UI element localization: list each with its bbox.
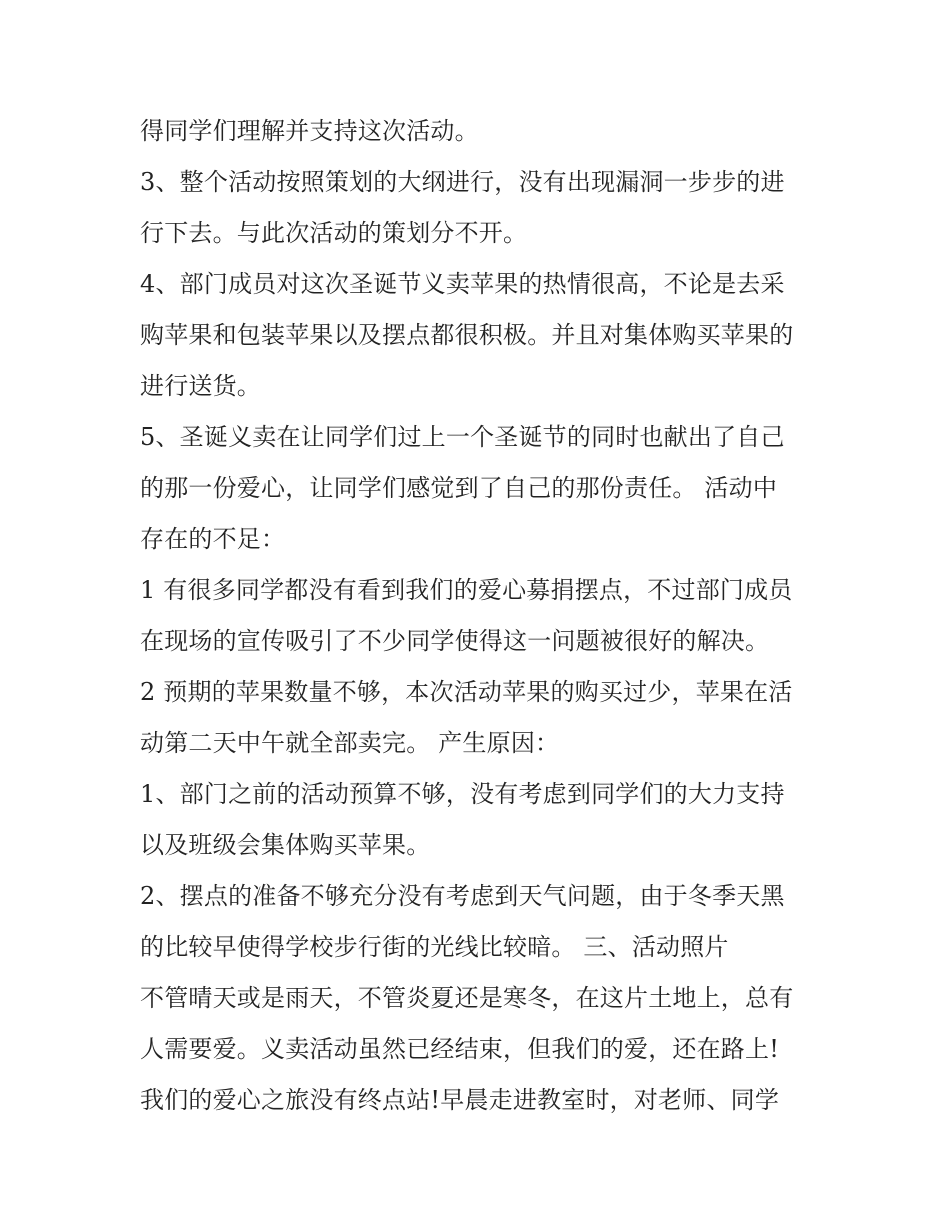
text-line: 的那一份爱心，让同学们感觉到了自己的那份责任。 活动中 (140, 474, 778, 502)
text-line: 行下去。与此次活动的策划分不开。 (140, 219, 528, 247)
text-line: 不管晴天或是雨天，不管炎夏还是寒冬，在这片土地上，总有 (140, 984, 794, 1012)
text-line: 购苹果和包装苹果以及摆点都很积极。并且对集体购买苹果的 (140, 321, 794, 349)
text-line: 2、摆点的准备不够充分没有考虑到天气问题，由于冬季天黑 (140, 882, 785, 910)
text-line: 存在的不足： (140, 525, 286, 553)
body-text (140, 106, 830, 1126)
text-line: 我们的爱心之旅没有终点站!早晨走进教室时，对老师、同学 (140, 1086, 780, 1114)
text-line: 1、部门之前的活动预算不够，没有考虑到同学们的大力支持 (140, 780, 785, 808)
text-line: 的比较早使得学校步行街的光线比较暗。 三、活动照片 (140, 933, 729, 961)
text-line: 得同学们理解并支持这次活动。 (140, 117, 479, 145)
text-line: 1 有很多同学都没有看到我们的爱心募捐摆点，不过部门成员 (140, 576, 793, 604)
text-line: 动第二天中午就全部卖完。 产生原因： (140, 729, 560, 757)
text-line: 以及班级会集体购买苹果。 (140, 831, 431, 859)
text-line: 3、整个活动按照策划的大纲进行，没有出现漏洞一步步的进 (140, 168, 785, 196)
text-line: 在现场的宣传吸引了不少同学使得这一问题被很好的解决。 (140, 627, 770, 655)
text-line: 2 预期的苹果数量不够，本次活动苹果的购买过少，苹果在活 (140, 678, 793, 706)
text-line: 人需要爱。义卖活动虽然已经结束，但我们的爱，还在路上! (140, 1035, 780, 1063)
text-line: 4、部门成员对这次圣诞节义卖苹果的热情很高，不论是去采 (140, 270, 785, 298)
text-line: 进行送货。 (140, 372, 261, 400)
text-line: 5、圣诞义卖在让同学们过上一个圣诞节的同时也献出了自己 (140, 423, 785, 451)
